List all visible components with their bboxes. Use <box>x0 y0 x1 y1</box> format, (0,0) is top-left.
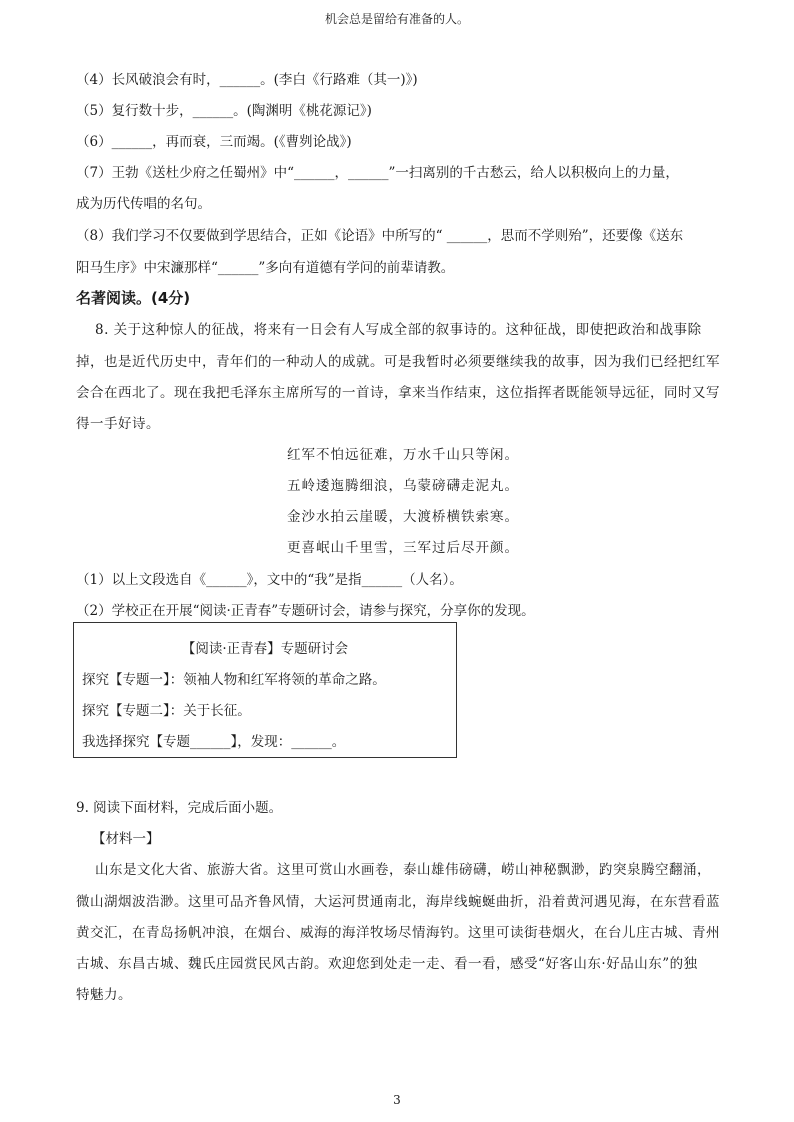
question-4-line: （4）长风破浪会有时，______。(李白《行路难（其一)》) <box>76 72 418 88</box>
section-heading: 名著阅读。(4分) <box>76 289 191 307</box>
q8-sub-question: （2）学校正在开展“阅读·正青春”专题研讨会，请参与探究，分享你的发现。 <box>76 603 535 619</box>
poem-line: 五岭逶迤腾细浪，乌蒙磅礴走泥丸。 <box>287 478 519 494</box>
q8-passage-line: 掉，也是近代历史中，青年们的一种动人的成就。可是我暂时必须要继续我的故事，因为我们已经把红军 <box>76 354 720 370</box>
question-7-line-cont: 成为历代传唱的名句。 <box>76 196 211 212</box>
q8-passage-line: 得一手好诗。 <box>76 416 160 432</box>
poem-line: 更喜岷山千里雪，三军过后尽开颜。 <box>287 540 519 556</box>
poem-line: 金沙水拍云崖暖，大渡桥横铁索寒。 <box>287 509 519 525</box>
material-text-line: 古城、东昌古城、魏氏庄园赏民风古韵。欢迎您到处走一走、看一看，感受“好客山东·好品山东”的独 <box>76 956 698 972</box>
material-label: 【材料一】 <box>92 831 160 847</box>
q8-sub-question: （1）以上文段选自《______》，文中的“我”是指______（人名）。 <box>76 572 463 588</box>
material-text-line: 微山湖烟波浩渺。这里可品齐鲁风情，大运河贯通南北，海岸线蜿蜒曲折，沿着黄河遇见海，在东营看蓝 <box>76 894 720 910</box>
poem-line: 红军不怕远征难，万水千山只等闲。 <box>287 447 519 463</box>
question-8-line-cont: 阳马生序》中宋濂那样“______”多向有道德有学问的前辈请教。 <box>76 260 455 276</box>
q8-passage-line: 会合在西北了。现在我把毛泽东主席所写的一首诗，拿来当作结束，这位指挥者既能领导远征，同时又写 <box>76 385 720 401</box>
material-text-line: 黄交汇，在青岛扬帆冲浪，在烟台、威海的海洋牧场尽情海钓。这里可读街巷烟火，在台儿庄古城、青州 <box>76 925 720 941</box>
seminar-box <box>73 622 457 758</box>
seminar-row: 探究【专题二】：关于长征。 <box>82 703 251 719</box>
q9-intro: 9. 阅读下面材料，完成后面小题。 <box>76 800 283 816</box>
material-text-line: 山东是文化大省、旅游大省。这里可赏山水画卷，泰山雄伟磅礴，崂山神秘飘渺，趵突泉腾空翻涌， <box>95 862 711 878</box>
seminar-title: 【阅读·正青春】专题研讨会 <box>181 641 349 657</box>
question-7-line: （7）王勃《送杜少府之任蜀州》中“______，______”一扫离别的千古愁云，给人以积极向上的力量， <box>76 165 679 181</box>
seminar-row: 探究【专题一】：领袖人物和红军将领的革命之路。 <box>82 672 386 688</box>
page-number: 3 <box>393 1093 401 1107</box>
question-8-line: （8）我们学习不仅要做到学思结合，正如《论语》中所写的“ ______，思而不学则殆”，还要像《送东 <box>76 228 684 244</box>
question-5-line: （5）复行数十步，______。(陶渊明《桃花源记》) <box>76 103 372 119</box>
q8-passage-line: 8. 关于这种惊人的征战，将来有一日会有人写成全部的叙事诗的。这种征战，即使把政治和战事除 <box>95 322 702 338</box>
material-text-line: 特魅力。 <box>76 987 132 1003</box>
question-6-line: （6）______，再而衰，三而竭。(《曹刿论战》) <box>76 134 352 150</box>
page-header: 机会总是留给有准备的人。 <box>324 12 469 26</box>
seminar-row: 我选择探究【专题______】，发现：______。 <box>82 734 346 750</box>
